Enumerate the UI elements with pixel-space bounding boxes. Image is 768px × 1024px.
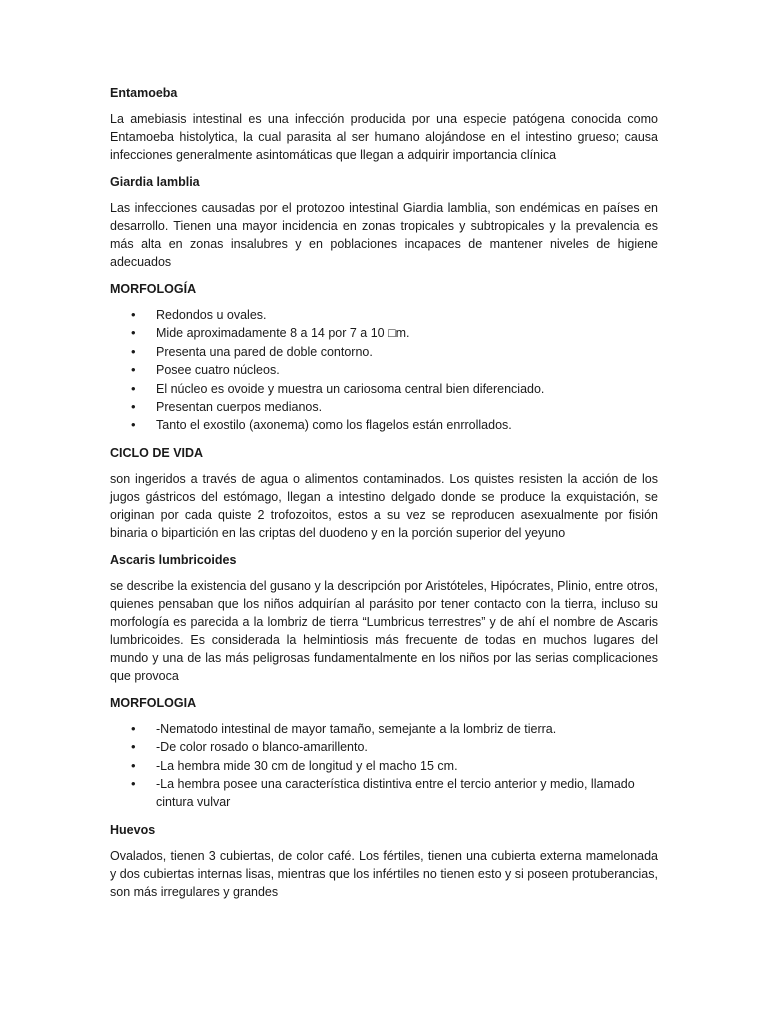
heading-ascaris: Ascaris lumbricoides	[110, 552, 237, 567]
heading-entamoeba: Entamoeba	[110, 86, 178, 100]
document-page	[110, 84, 658, 910]
list-item: • -De color rosado o blanco-amarillento.	[110, 738, 658, 756]
list-item: • Presentan cuerpos medianos.	[110, 398, 658, 416]
list-item: • -La hembra posee una característica distintiva entre el tercio anterior y medio, llamado cintura vulvar	[110, 775, 658, 812]
list-item: • Redondos u ovales.	[110, 306, 658, 324]
paragraph-giardia: Las infecciones causadas por el protozoo intestinal Giardia lamblia, son endémicas en países en desarrollo. Tienen una mayor incidencia en zonas tropicales y subtropicales y la prevalencia es más alta en zonas insalubres y en poblaciones incapaces de mantener niveles de higiene adecuados	[110, 201, 658, 269]
list-item: • El núcleo es ovoide y muestra un cariosoma central bien diferenciado.	[110, 380, 658, 398]
heading-huevos: Huevos	[110, 822, 156, 837]
list-item: • Presenta una pared de doble contorno.	[110, 343, 658, 361]
heading-giardia: Giardia lamblia	[110, 175, 200, 189]
paragraph-entamoeba: La amebiasis intestinal es una infección producida por una especie patógena conocida como Entamoeba histolytica, la cual parasita al ser humano alojándose en el intestino grueso; causa infecciones generalmente asintomáticas que llegan a adquirir importancia clínica	[110, 112, 658, 162]
list-item: • Mide aproximadamente 8 a 14 por 7 a 10 □m.	[110, 324, 658, 342]
heading-ciclo-de-vida: CICLO DE VIDA	[110, 445, 204, 460]
heading-morfologia-giardia: MORFOLOGÍA	[110, 282, 197, 296]
paragraph-huevos: Ovalados, tienen 3 cubiertas, de color café. Los fértiles, tienen una cubierta externa mamelonada y dos cubiertas internas lisas, mientras que los infértiles no tienen esto y si poseen protuberancias, son más irregulares y grandes	[110, 848, 658, 899]
list-item: • Tanto el exostilo (axonema) como los flagelos están enrrollados.	[110, 416, 658, 434]
list-item: • -La hembra mide 30 cm de longitud y el macho 15 cm.	[110, 757, 658, 775]
list-item: • -Nematodo intestinal de mayor tamaño, semejante a la lombriz de tierra.	[110, 720, 658, 738]
paragraph-ciclo-de-vida: son ingeridos a través de agua o alimentos contaminados. Los quistes resisten la acción de los jugos gástricos del estómago, llegan a intestino delgado donde se produce la exquistación, se originan por cada quiste 2 trofozoitos, estos a su vez se reproducen asexualmente por fisión binaria o bipartición en las criptas del duodeno y en la porción superior del yeyuno	[110, 471, 658, 540]
heading-morfologia-ascaris: MORFOLOGIA	[110, 695, 197, 710]
bullet-list-morfologia-giardia	[110, 306, 658, 435]
paragraph-ascaris: se describe la existencia del gusano y la descripción por Aristóteles, Hipócrates, Plinio, entre otros, quienes pensaban que los niños adquirían al parásito por tener contacto con la tierra, incluso su morfología es parecida a la lombriz de tierra “Lumbricus terrestres” y de ahí el nombre de Ascaris lumbricoides. Es considerada la helmintiosis más frecuente de todas en muchos lugares del mundo y una de las más peligrosas fundamentalmente en los niños por las serias complicaciones que provoca	[110, 578, 658, 683]
bullet-list-morfologia-ascaris	[110, 720, 658, 812]
list-item: • Posee cuatro núcleos.	[110, 361, 658, 379]
